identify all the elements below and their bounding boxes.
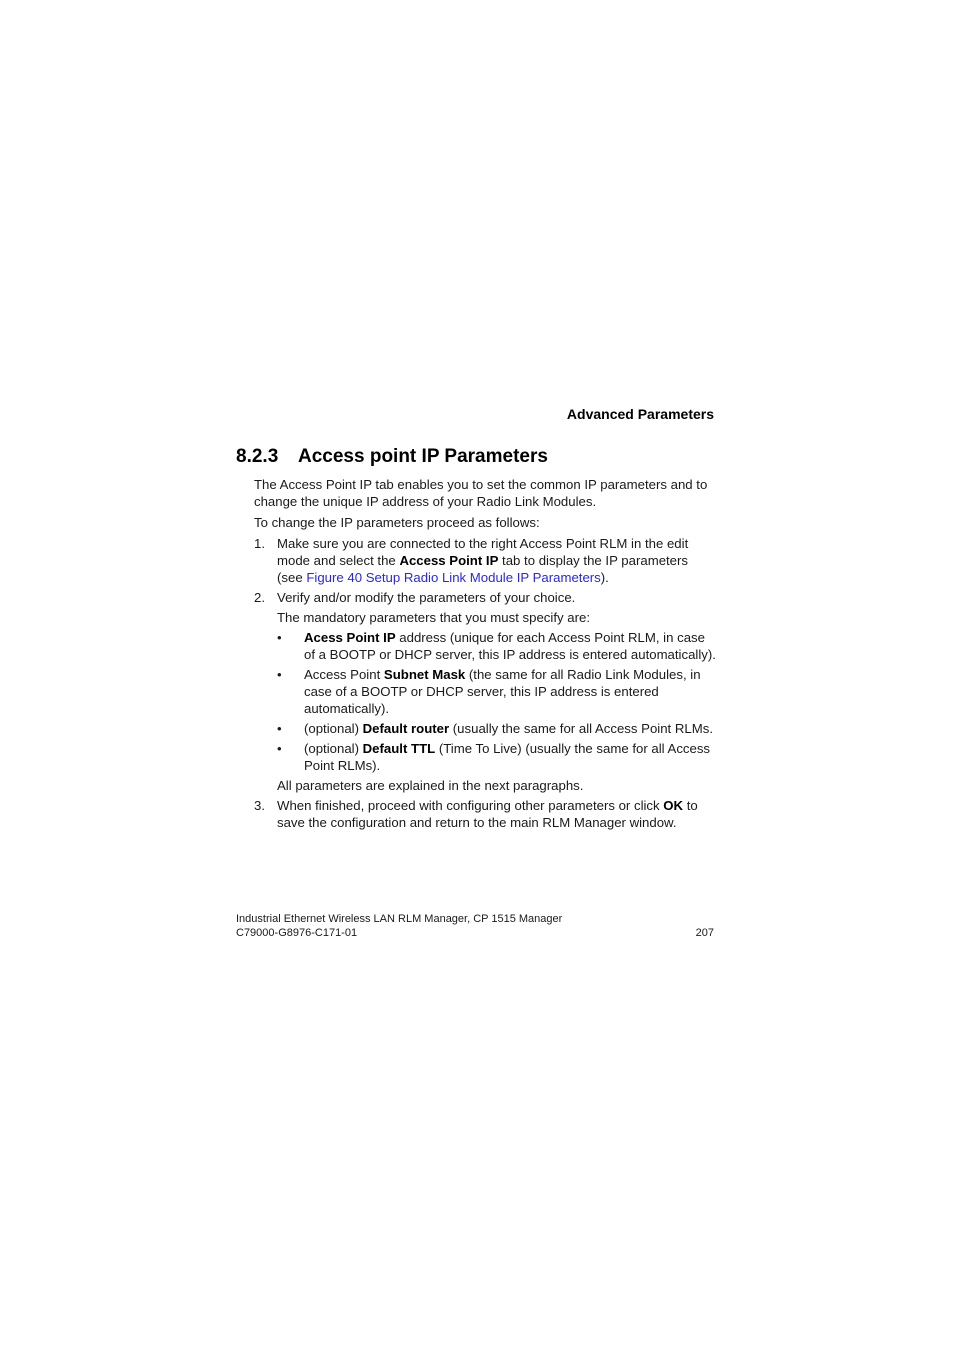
- intro-lead: To change the IP parameters proceed as follows:: [254, 515, 540, 530]
- footer-product-line: Industrial Ethernet Wireless LAN RLM Manager, CP 1515 Manager: [236, 913, 563, 925]
- list-item: [277, 740, 716, 774]
- step-number: 2.: [254, 590, 265, 605]
- intro-paragraph: The Access Point IP tab enables you to set the common IP parameters and to change the unique IP address of your Radio Link Modules.: [254, 477, 708, 509]
- bullet-text-part: (the same for all Radio Link Modules, in case of a BOOTP or DHCP server, this IP address is entered automatically).: [304, 667, 701, 716]
- running-header: Advanced Parameters: [566, 406, 714, 422]
- step-text: [277, 797, 716, 831]
- step-3: [254, 797, 716, 831]
- step-2: [254, 589, 716, 794]
- step-text-part: to save the configuration and return to the main RLM Manager window.: [277, 798, 698, 830]
- step-number: 3.: [254, 798, 265, 813]
- step-text-part: tab to display the IP parameters (see: [277, 553, 689, 585]
- section-title: Access point IP Parameters: [298, 446, 548, 467]
- access-point-ip-term: Access Point IP: [399, 553, 499, 568]
- step-text-part: ).: [600, 570, 609, 585]
- list-item: [277, 629, 716, 663]
- step-sub-outro: All parameters are explained in the next paragraphs.: [277, 778, 584, 793]
- page-number: 207: [695, 926, 714, 939]
- footer-row: [236, 927, 714, 941]
- bullet-text-part: address (unique for each Access Point RLM, in case of a BOOTP or DHCP server, this IP address is entered automatically).: [304, 630, 716, 662]
- bullet-text-part: (Time To Live) (usually the same for all Access Point RLMs).: [304, 741, 711, 773]
- bullet-text-part: Access Point: [304, 667, 384, 682]
- footer-doc-id: C79000-G8976-C171-01: [236, 926, 358, 939]
- list-item: [277, 666, 716, 717]
- step-text: [277, 535, 716, 586]
- ok-term: OK: [663, 798, 684, 813]
- step-list: [254, 535, 716, 831]
- page-footer: [236, 913, 714, 940]
- section-number: 8.2.3: [236, 446, 279, 467]
- bullet-text-part: (optional): [304, 721, 363, 736]
- body-text: [254, 476, 716, 834]
- step-sub-intro: The mandatory parameters that you must specify are:: [277, 610, 590, 625]
- step-number: 1.: [254, 536, 265, 551]
- bullet-text-part: (optional): [304, 741, 363, 756]
- bullet-icon: •: [277, 741, 282, 756]
- bullet-icon: •: [277, 667, 282, 682]
- bullet-text-part: (usually the same for all Access Point RLMs.: [449, 721, 713, 736]
- step-text: Verify and/or modify the parameters of your choice.: [277, 590, 576, 605]
- figure-link[interactable]: Figure 40 Setup Radio Link Module IP Parameters: [306, 570, 601, 585]
- parameter-list: [277, 629, 716, 774]
- bullet-term: Default router: [362, 721, 450, 736]
- step-1: [254, 535, 716, 586]
- bullet-term: Default TTL: [362, 741, 436, 756]
- section-heading: [236, 446, 548, 468]
- bullet-term: Acess Point IP: [304, 630, 396, 645]
- bullet-icon: •: [277, 630, 282, 645]
- bullet-term: Subnet Mask: [383, 667, 466, 682]
- step-text-part: When finished, proceed with configuring other parameters or click: [277, 798, 664, 813]
- step-text-part: Make sure you are connected to the right Access Point RLM in the edit mode and select the: [277, 536, 689, 568]
- list-item: [277, 720, 716, 737]
- bullet-icon: •: [277, 721, 282, 736]
